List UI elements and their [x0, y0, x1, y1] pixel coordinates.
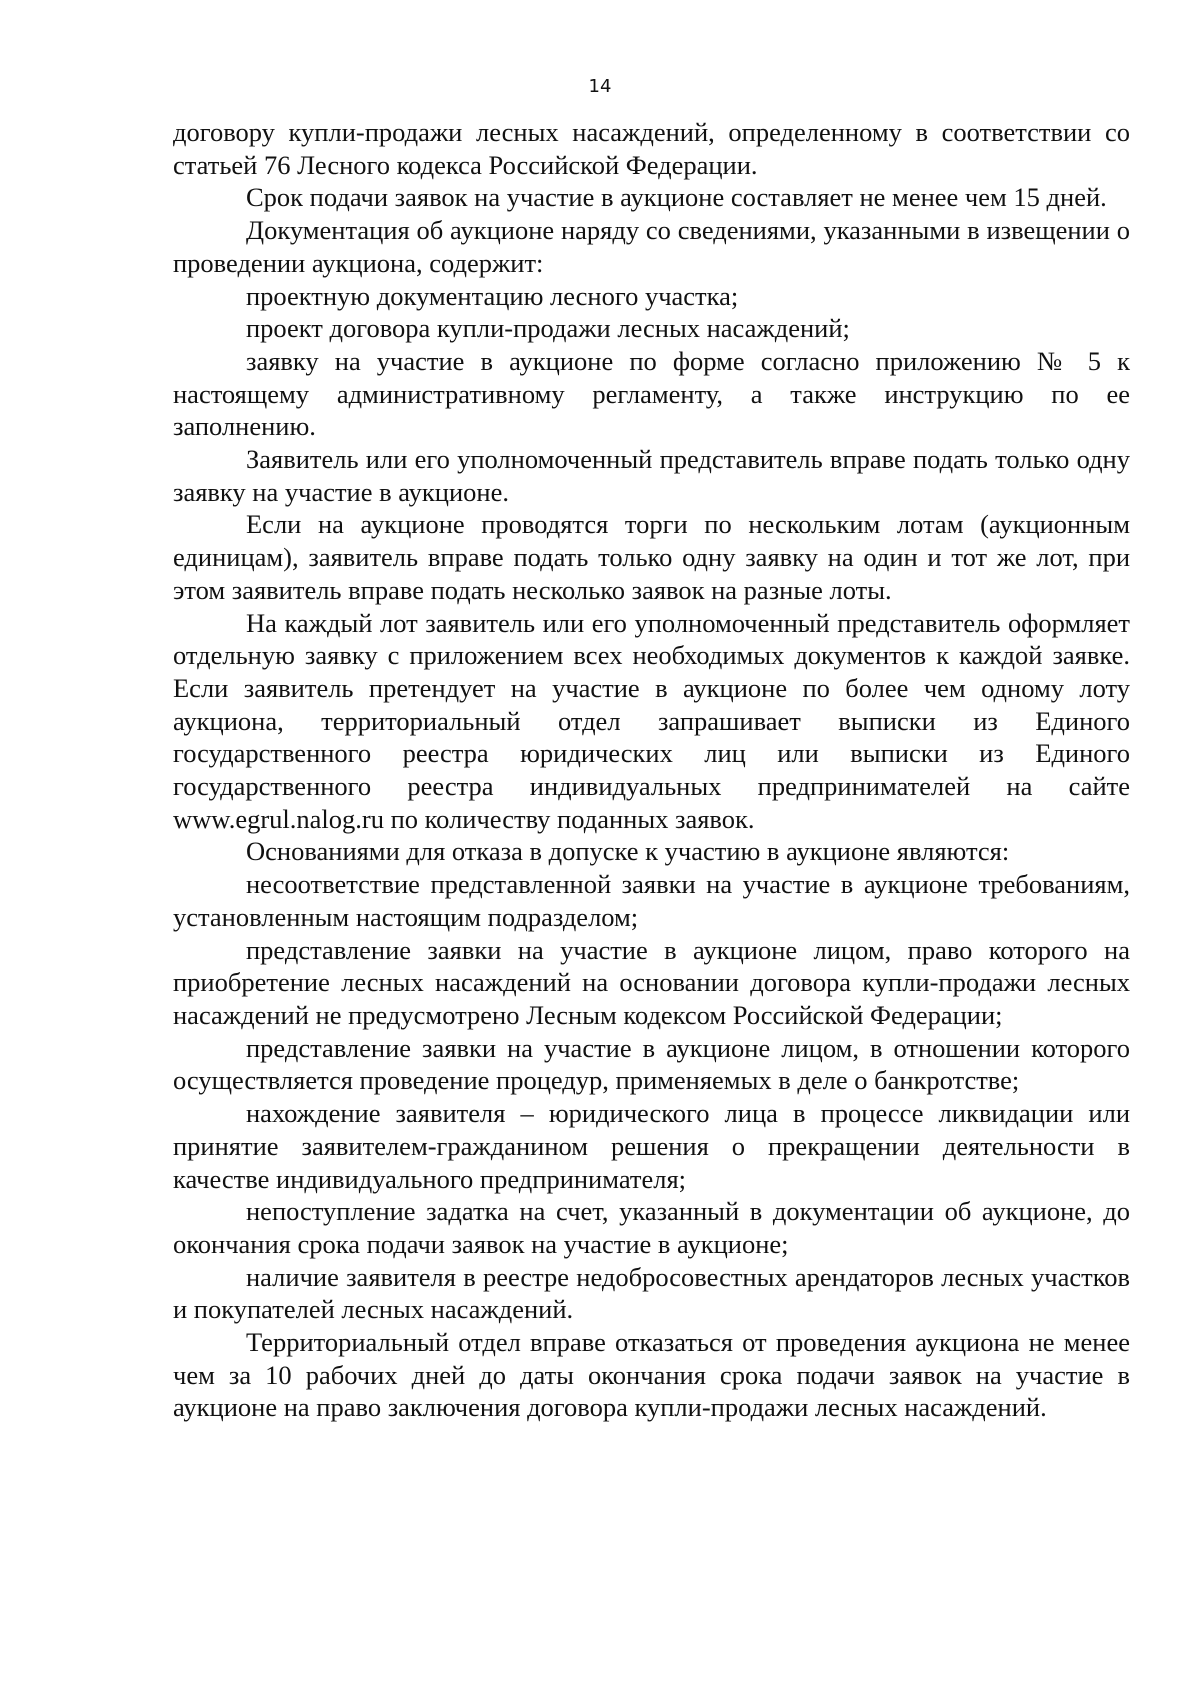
page-number: 14	[588, 76, 612, 97]
list-item: несоответствие представленной заявки на участие в аукционе требованиям, установленным настоящим подразделом;	[173, 869, 1130, 932]
list-item: проектную документацию лесного участка;	[246, 280, 739, 311]
list-item: наличие заявителя в реестре недобросовестных арендаторов лесных участков и покупателей лесных насаждений.	[173, 1261, 1130, 1325]
paragraph: Заявитель или его уполномоченный представитель вправе подать только одну заявку на участие в аукционе.	[173, 444, 1130, 507]
paragraph-continuation: договору купли-продажи лесных насаждений, определенному в соответствии со статьей 76 Лесного кодекса Российской Федерации.	[173, 117, 1130, 180]
paragraph: На каждый лот заявитель или его уполномоченный представитель оформляет отдельную заявку с приложением всех необходимых документов к каждой заявке. Если заявитель претендует на участие в аукционе по более чем одному лоту аукциона, территориальный отдел запрашивает выписки из Единого государственного реестра юридических лиц или выписки из Единого государственного реестра индивидуальных предпринимателей на сайте www.egrul.nalog.ru по количеству поданных заявок.	[173, 607, 1130, 834]
paragraph: Если на аукционе проводятся торги по нескольким лотам (аукционным единицам), заявитель вправе подать только одну заявку на один и тот же лот, при этом заявитель вправе подать несколько заявок на разные лоты.	[173, 509, 1130, 605]
paragraph: Основаниями для отказа в допуске к участию в аукционе являются:	[246, 836, 1010, 867]
paragraph: Срок подачи заявок на участие в аукционе составляет не менее чем 15 дней.	[246, 182, 1107, 213]
list-item: представление заявки на участие в аукционе лицом, в отношении которого осуществляется проведение процедур, применяемых в деле о банкротстве;	[173, 1032, 1130, 1096]
list-item: проект договора купли-продажи лесных насаждений;	[246, 313, 850, 344]
paragraph: Документация об аукционе наряду со сведениями, указанными в извещении о проведении аукциона, содержит:	[173, 215, 1130, 278]
list-item: нахождение заявителя – юридического лица в процессе ликвидации или принятие заявителем-гражданином решения о прекращении деятельности в качестве индивидуального предпринимателя;	[173, 1098, 1130, 1194]
list-item: непоступление задатка на счет, указанный в документации об аукционе, до окончания срока подачи заявок на участие в аукционе;	[173, 1196, 1130, 1259]
paragraph: Территориальный отдел вправе отказаться от проведения аукциона не менее чем за 10 рабочих дней до даты окончания срока подачи заявок на участие в аукционе на право заключения договора купли-продажи лесных насаждений.	[173, 1327, 1130, 1423]
document-body	[173, 116, 1130, 1424]
list-item: представление заявки на участие в аукционе лицом, право которого на приобретение лесных насаждений на основании договора купли-продажи лесных насаждений не предусмотрено Лесным кодексом Российской Федерации;	[173, 934, 1130, 1030]
list-item: заявку на участие в аукционе по форме согласно приложению № 5 к настоящему административному регламенту, а также инструкцию по ее заполнению.	[173, 345, 1130, 442]
